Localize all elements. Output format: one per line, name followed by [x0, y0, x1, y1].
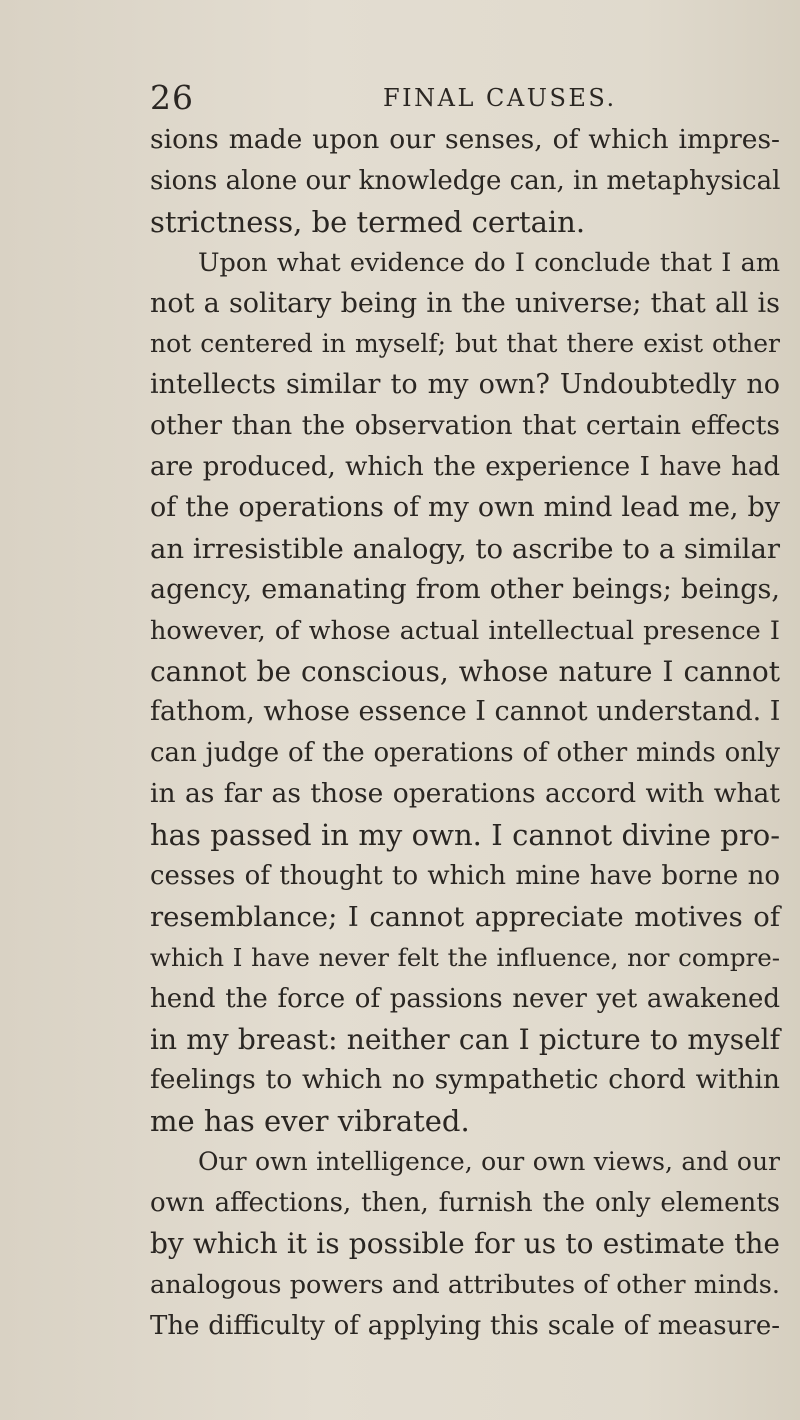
text-line: resemblance; I cannot appreciate motives of	[150, 900, 780, 933]
text-line: in my breast: neither can I picture to myself	[150, 1022, 780, 1056]
text-line: cesses of thought to which mine have borne no	[150, 861, 780, 892]
text-line: own affections, then, furnish the only elements	[150, 1188, 780, 1219]
text-line: has passed in my own. I cannot divine pro-	[150, 818, 780, 853]
text-line: of the operations of my own mind lead me, by	[150, 492, 780, 524]
text-line: by which it is possible for us to estimate the	[150, 1227, 780, 1261]
text-line: me has ever vibrated.	[150, 1104, 470, 1139]
body-text	[150, 120, 780, 1347]
text-line: not centered in myself; but that there exist other	[150, 329, 780, 359]
paragraph-start-line: Upon what evidence do I conclude that I am	[198, 247, 780, 278]
text-line: The difficulty of applying this scale of measure-	[150, 1310, 780, 1341]
text-line: sions alone our knowledge can, in metaphysical	[150, 165, 781, 196]
page-number: 26	[150, 78, 194, 117]
running-title: FINAL CAUSES.	[383, 84, 617, 112]
text-line: which I have never felt the influence, nor compre-	[150, 942, 780, 972]
text-line: in as far as those operations accord with what	[150, 778, 780, 810]
text-line: strictness, be termed certain.	[150, 204, 586, 239]
text-line: other than the observation that certain effects	[150, 410, 780, 442]
running-head	[150, 78, 790, 118]
text-line: hend the force of passions never yet awakened	[150, 983, 780, 1014]
text-line: however, of whose actual intellectual presence I	[150, 615, 780, 646]
text-line: cannot be conscious, whose nature I cannot	[150, 654, 780, 688]
text-line: intellects similar to my own? Undoubtedly no	[150, 369, 780, 401]
text-line: can judge of the operations of other minds only	[150, 738, 780, 769]
paragraph-start-line: Our own intelligence, our own views, and our	[198, 1147, 780, 1177]
text-line: an irresistible analogy, to ascribe to a similar	[150, 532, 780, 565]
text-line: feelings to which no sympathetic chord within	[150, 1064, 780, 1096]
text-line: are produced, which the experience I have had	[150, 452, 780, 483]
text-line: fathom, whose essence I cannot understand. I	[150, 696, 781, 728]
text-line: not a solitary being in the universe; that all is	[150, 287, 780, 319]
text-line: agency, emanating from other beings; beings,	[150, 573, 780, 605]
text-line: sions made upon our senses, of which impres-	[150, 124, 780, 155]
text-line: analogous powers and attributes of other minds.	[150, 1269, 780, 1300]
